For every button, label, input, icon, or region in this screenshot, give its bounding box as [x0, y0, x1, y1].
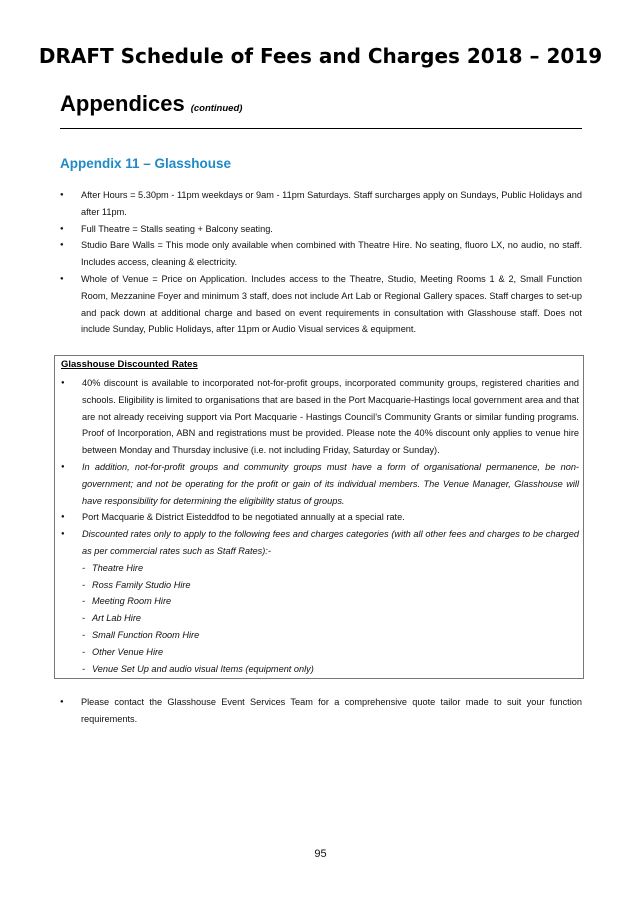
category-label: Ross Family Studio Hire	[92, 579, 191, 590]
category-label: Small Function Room Hire	[92, 629, 200, 640]
section-heading	[60, 91, 242, 117]
category-item	[82, 661, 579, 678]
dash-marker: -	[82, 562, 86, 573]
list-item: ● 40% discount is available to incorporated not-for-profit groups, incorporated community groups, registered charities and schools. Eligibility is limited to organisations that are based in the Port Macquarie-Hastings local government area and that are not already receiving support via Port Macquarie - Hastings Council’s Community Grants or similar funding programs. Proof of Incorporation, ABN and registrations must be provided. Please note the 40% discount only applies to venue hire between Monday and Thursday inclusive (i.e. not including Friday, Saturday or Sunday).	[61, 375, 579, 459]
category-item	[82, 577, 579, 594]
header-divider	[60, 128, 582, 129]
category-label: Art Lab Hire	[92, 613, 142, 624]
dash-marker: -	[82, 663, 86, 674]
list-item: ● In addition, not-for-profit groups and community groups must have a form of organisational permanence, be non-government; and not be operating for the profit or gain of its individual members. The Venue Manager, Glasshouse will have responsibility for determining the eligibility status of groups.	[61, 459, 579, 509]
dash-marker: -	[82, 613, 86, 624]
dash-marker: -	[82, 579, 86, 590]
dash-marker: -	[82, 646, 86, 657]
category-list	[82, 560, 579, 678]
category-item	[82, 627, 579, 644]
contact-list	[60, 694, 582, 728]
discounted-rates-title: Glasshouse Discounted Rates	[61, 359, 198, 370]
category-item	[82, 593, 579, 610]
appendix-title: Appendix 11 – Glasshouse	[60, 156, 232, 171]
appendix-notes-list	[60, 187, 582, 338]
page-title: DRAFT Schedule of Fees and Charges 2018 – 2019	[38, 44, 603, 68]
dash-marker: -	[82, 596, 86, 607]
list-item: ● Full Theatre = Stalls seating + Balcony seating.	[60, 221, 582, 238]
dash-marker: -	[82, 629, 86, 640]
category-item	[82, 560, 579, 577]
section-heading-label: Appendices	[60, 91, 185, 116]
list-item: ● Please contact the Glasshouse Event Services Team for a comprehensive quote tailor made to suit your function requirements.	[60, 694, 582, 728]
category-label: Theatre Hire	[92, 562, 144, 573]
category-item	[82, 644, 579, 661]
list-item-categories	[61, 526, 579, 677]
category-item	[82, 610, 579, 627]
list-item: ● Whole of Venue = Price on Application. Includes access to the Theatre, Studio, Meeting Rooms 1 & 2, Small Function Room, Mezzanine Foyer and minimum 3 staff, does not include Art Lab or Regional Gallery spaces. Staff charges to set-up and pack down at additional charge and based on event requirements in consultation with Glasshouse staff. Does not include Sunday, Public Holidays, after 11pm or Audio Visual services & equipment.	[60, 271, 582, 338]
list-item: ● Studio Bare Walls = This mode only available when combined with Theatre Hire. No seating, fluoro LX, no audio, no staff. Includes access, cleaning & electricity.	[60, 237, 582, 271]
continued-note: (continued)	[190, 103, 243, 114]
discounted-rates-list	[61, 375, 579, 677]
category-label: Meeting Room Hire	[92, 596, 172, 607]
category-label: Venue Set Up and audio visual Items (equipment only)	[92, 663, 314, 674]
page-number: 95	[314, 848, 327, 860]
category-label: Other Venue Hire	[92, 646, 164, 657]
categories-intro: Discounted rates only to apply to the following fees and charges categories (with all other fees and charges to be charged as per commercial rates such as Staff Rates):-	[82, 529, 579, 556]
list-item: ● After Hours = 5.30pm - 11pm weekdays or 9am - 11pm Saturdays. Staff surcharges apply on Sundays, Public Holidays and after 11pm.	[60, 187, 582, 221]
discounted-rates-box	[54, 355, 584, 679]
list-item: ● Port Macquarie & District Eisteddfod to be negotiated annually at a special rate.	[61, 509, 579, 526]
